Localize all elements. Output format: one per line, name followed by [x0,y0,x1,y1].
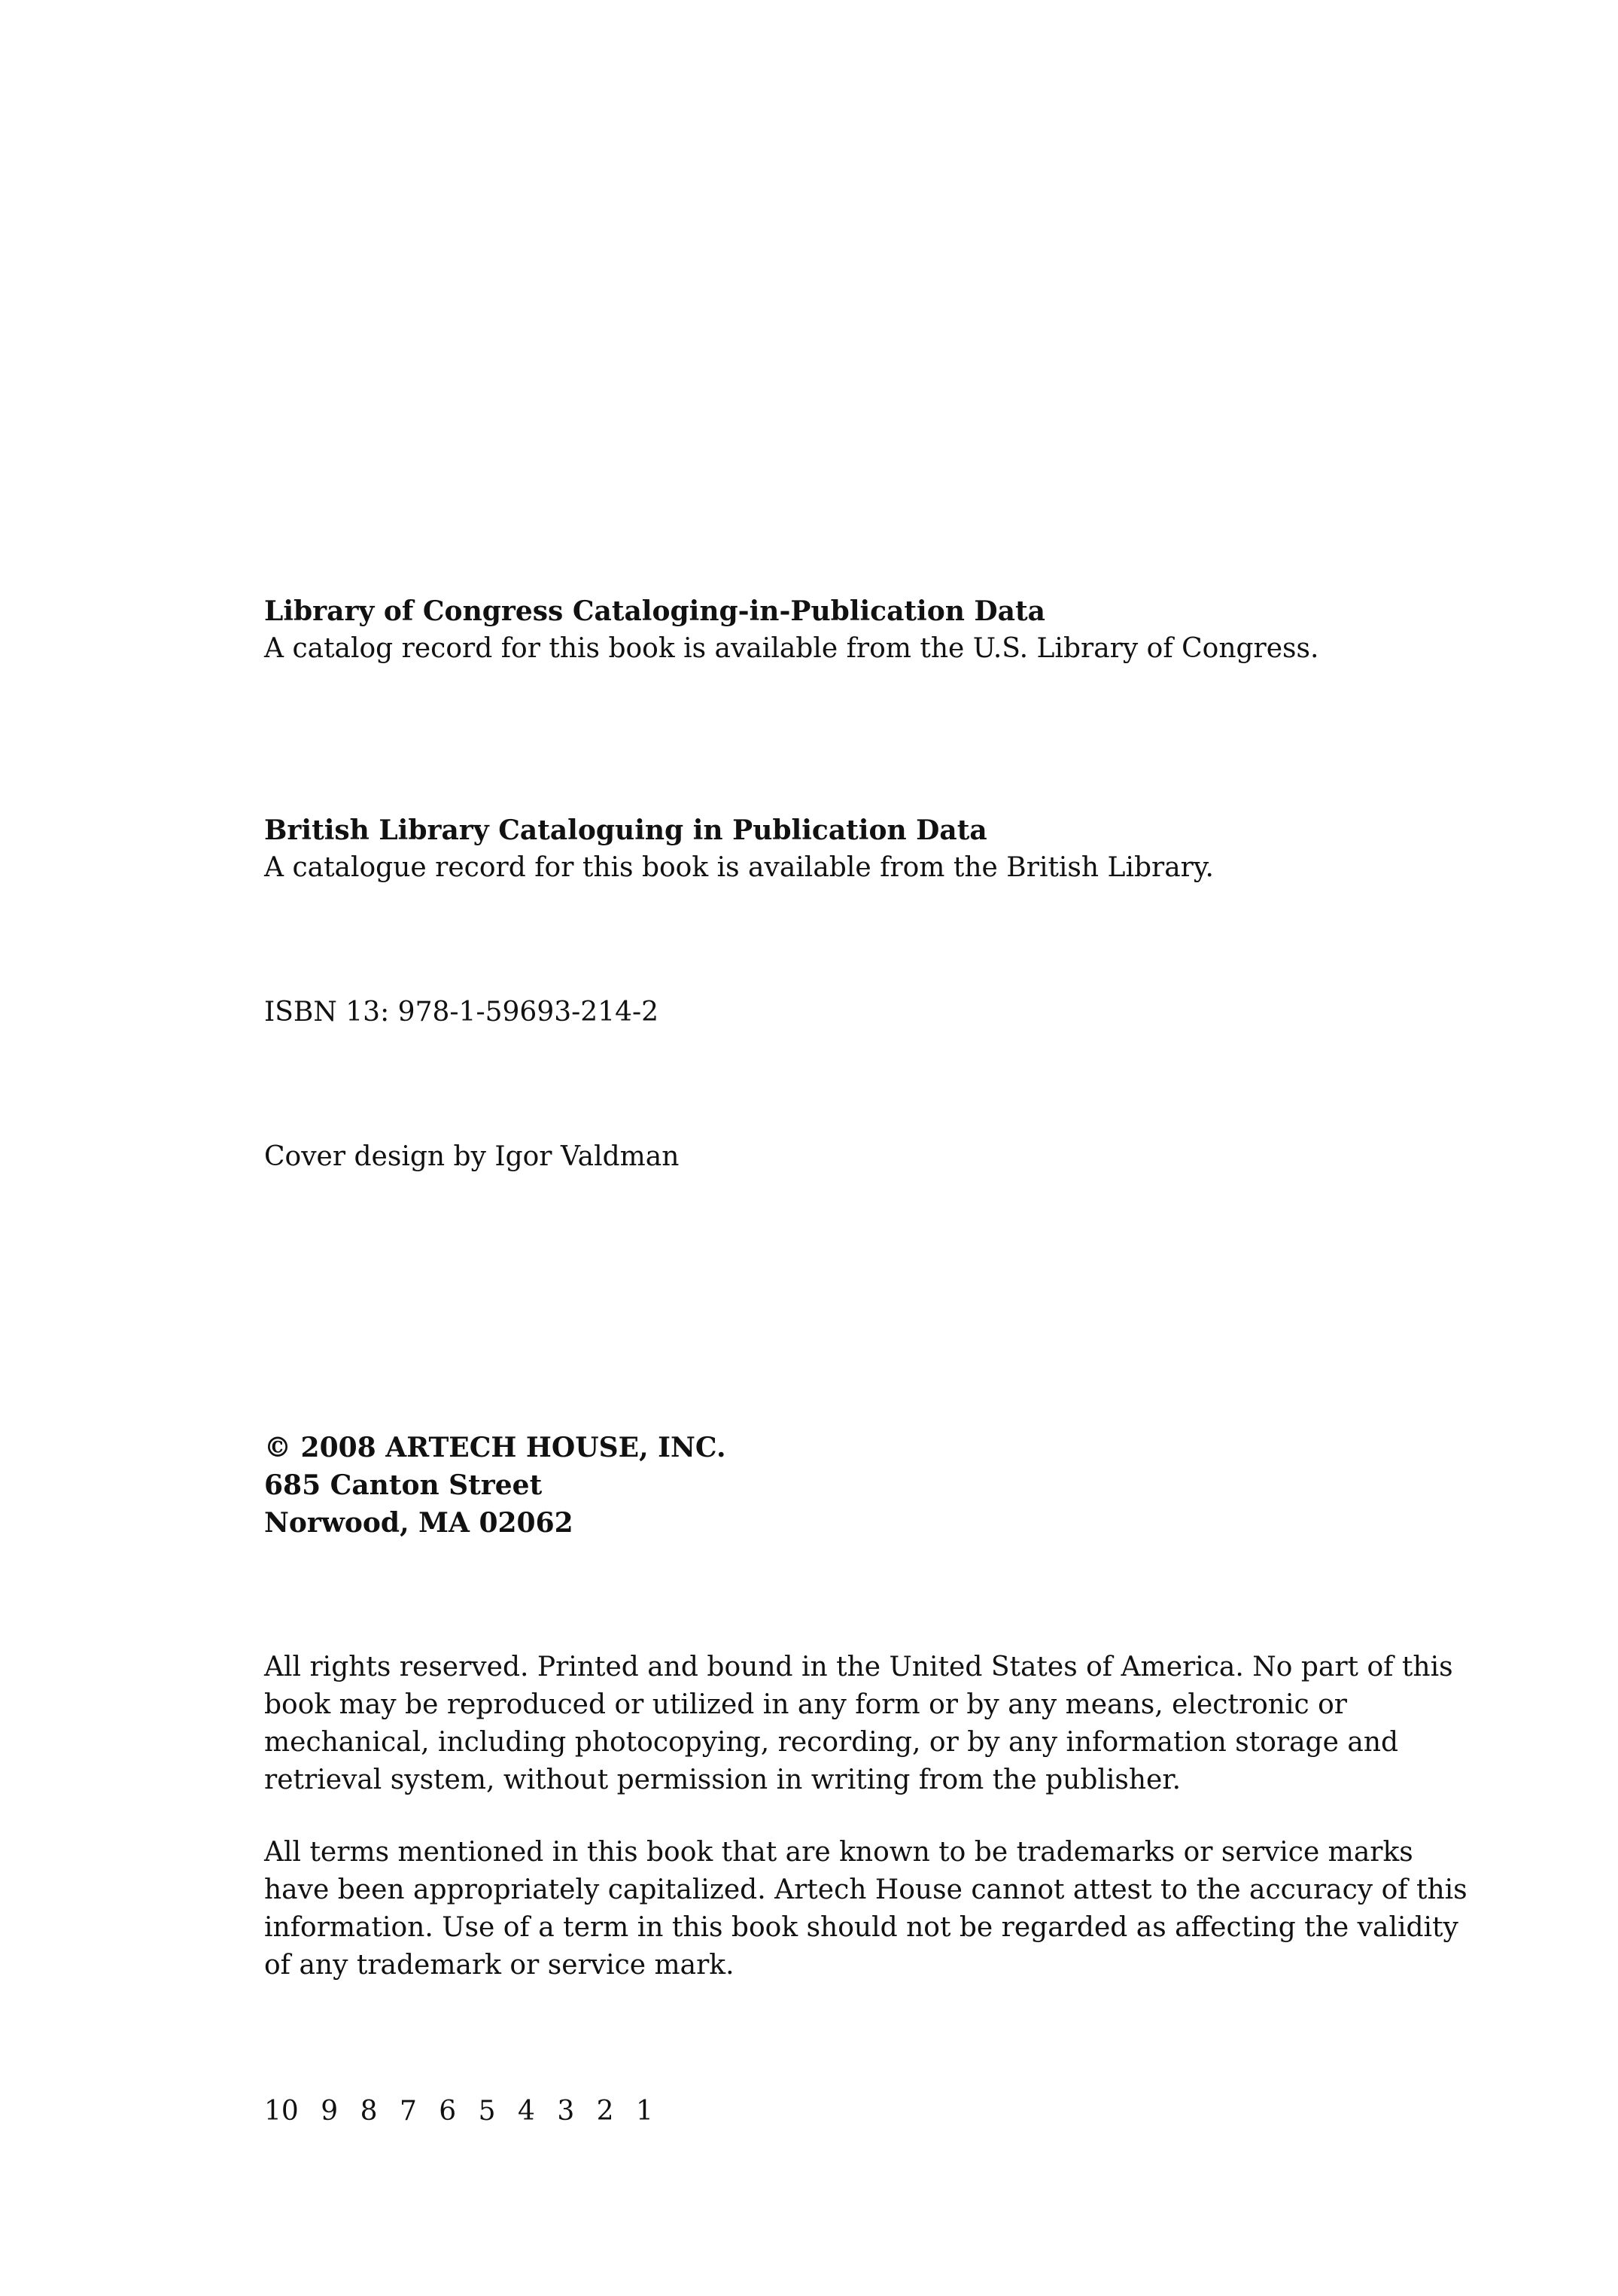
cover-credit-section [264,1138,1393,1176]
rights-line: book may be reproduced or utilized in any form or by any means, electronic or [264,1689,1347,1720]
rights-line: mechanical, including photocopying, recording, or by any information storage and [264,1727,1399,1758]
loc-cip-text: A catalog record for this book is available from the U.S. Library of Congress. [264,633,1319,664]
copyright-line: © 2008 ARTECH HOUSE, INC. [264,1432,726,1463]
print-number-line: 10 9 8 7 6 5 4 3 2 1 [264,2096,653,2127]
rights-line: All rights reserved. Printed and bound in the United States of America. No part of this [264,1652,1453,1682]
loc-cip-section [264,592,1393,668]
rights-paragraph [264,1649,1453,1799]
publisher-street: 685 Canton Street [264,1469,543,1501]
british-cip-section [264,812,1393,887]
trademarks-line: All terms mentioned in this book that are known to be trademarks or service marks [264,1837,1413,1868]
rights-line: retrieval system, without permission in writing from the publisher. [264,1765,1182,1795]
publisher-address [264,1429,1393,1542]
trademarks-line: have been appropriately capitalized. Artech House cannot attest to the accuracy of this [264,1874,1467,1905]
publisher-city: Norwood, MA 02062 [264,1507,573,1539]
british-cip-text: A catalogue record for this book is available from the British Library. [264,852,1214,883]
trademarks-line: information. Use of a term in this book should not be regarded as affecting the validity [264,1912,1458,1943]
trademarks-line: of any trademark or service mark. [264,1950,734,1981]
trademarks-paragraph [264,1834,1467,1984]
printline-section [264,2093,1393,2130]
cover-credit-text: Cover design by Igor Valdman [264,1141,680,1172]
british-cip-heading: British Library Cataloguing in Publication Data [264,815,987,846]
isbn-section [264,994,1393,1031]
loc-cip-heading: Library of Congress Cataloging-in-Publication Data [264,595,1045,627]
isbn-text: ISBN 13: 978-1-59693-214-2 [264,997,659,1028]
